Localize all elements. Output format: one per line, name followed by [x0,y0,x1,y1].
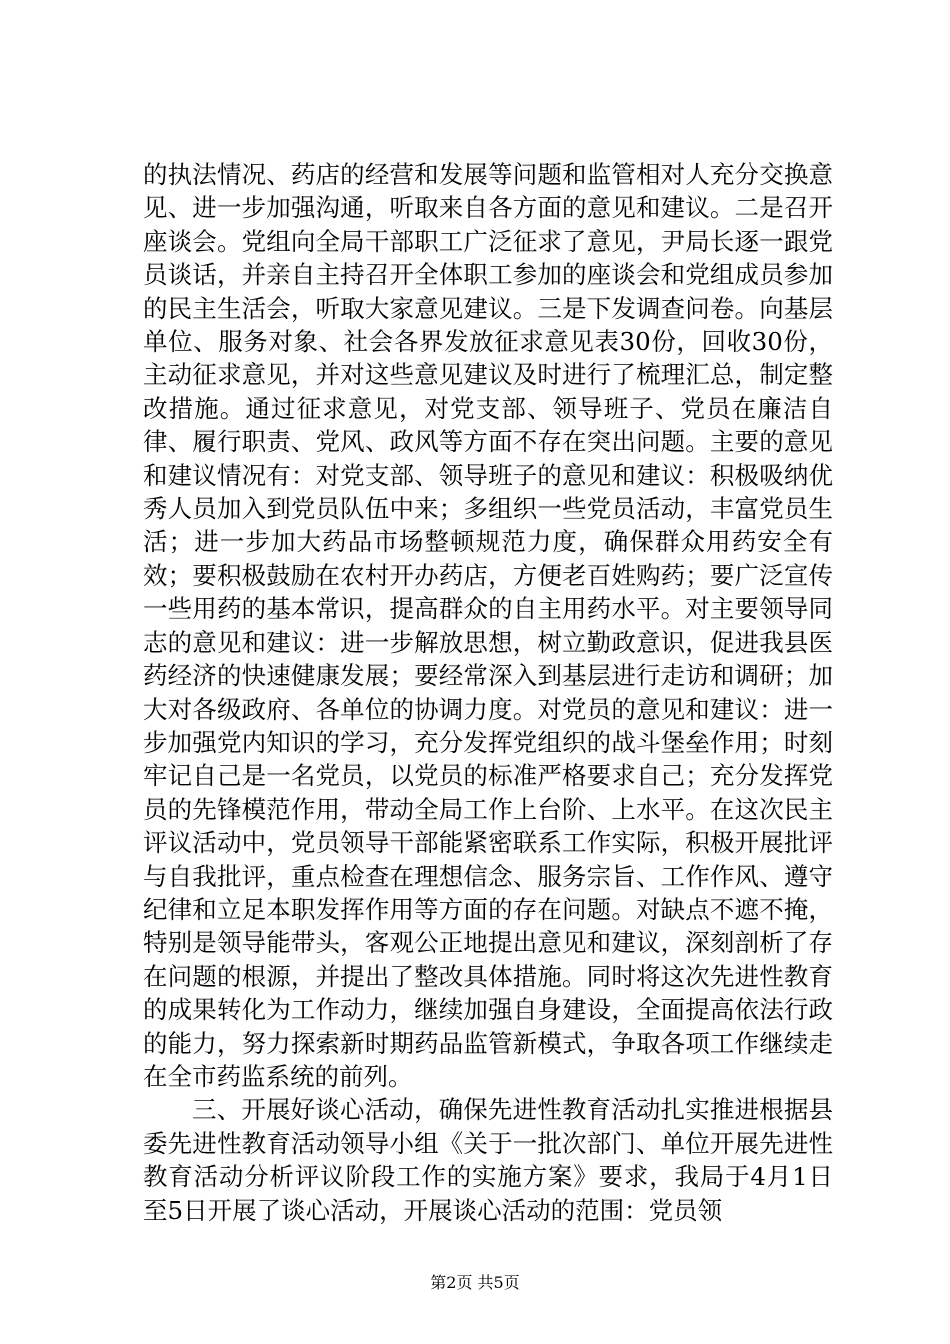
page-number-footer: 第2页 共5页 [430,1273,520,1292]
body-paragraph-1: 的执法情况、药店的经营和发展等问题和监管相对人充分交换意见、进一步加强沟通，听取来自各方面的意见和建议。二是召开座谈会。党组向全局干部职工广泛征求了意见，尹局长逐一跟党员谈话，并亲自主持召开全体职工参加的座谈会和党组成员参加的民主生活会，听取大家意见建议。三是下发调查问卷。向基层单位、服务对象、社会各界发放征求意见表30份，回收30份，主动征求意见，并对这些意见建议及时进行了梳理汇总，制定整改措施。通过征求意见，对党支部、领导班子、党员在廉洁自律、履行职责、党风、政风等方面不存在突出问题。主要的意见和建议情况有：对党支部、领导班子的意见和建议：积极吸纳优秀人员加入到党员队伍中来；多组织一些党员活动，丰富党员生活；进一步加大药品市场整顿规范力度，确保群众用药安全有效；要积极鼓励在农村开办药店，方便老百姓购药；要广泛宣传一些用药的基本常识，提高群众的自主用药水平。对主要领导同志的意见和建议：进一步解放思想，树立勤政意识，促进我县医药经济的快速健康发展；要经常深入到基层进行走访和调研；加大对各级政府、各单位的协调力度。对党员的意见和建议：进一步加强党内知识的学习，充分发挥党组织的战斗堡垒作用；时刻牢记自己是一名党员，以党员的标准严格要求自己；充分发挥党员的先锋模范作用，带动全局工作上台阶、上水平。在这次民主评议活动中，党员领导干部能紧密联系工作实际，积极开展批评与自我批评，重点检查在理想信念、服务宗旨、工作作风、遵守纪律和立足本职发挥作用等方面的存在问题。对缺点不遮不掩，特别是领导能带头，客观公正地提出意见和建议，深刻剖析了存在问题的根源，并提出了整改具体措施。同时将这次先进性教育的成果转化为工作动力，继续加强自身建设，全面提高依法行政的能力，努力探索新时期药品监管新模式，争取各项工作继续走在全市药监系统的前列。 [143,160,833,1091]
body-paragraph-2: 三、开展好谈心活动，确保先进性教育活动扎实推进根据县委先进性教育活动领导小组《关于一批次部门、单位开展先进性教育活动分析评议阶段工作的实施方案》要求，我局于4月1日至5日开展了谈心活动，开展谈心活动的范围：党员领 [143,1095,833,1225]
document-body [143,158,833,1227]
